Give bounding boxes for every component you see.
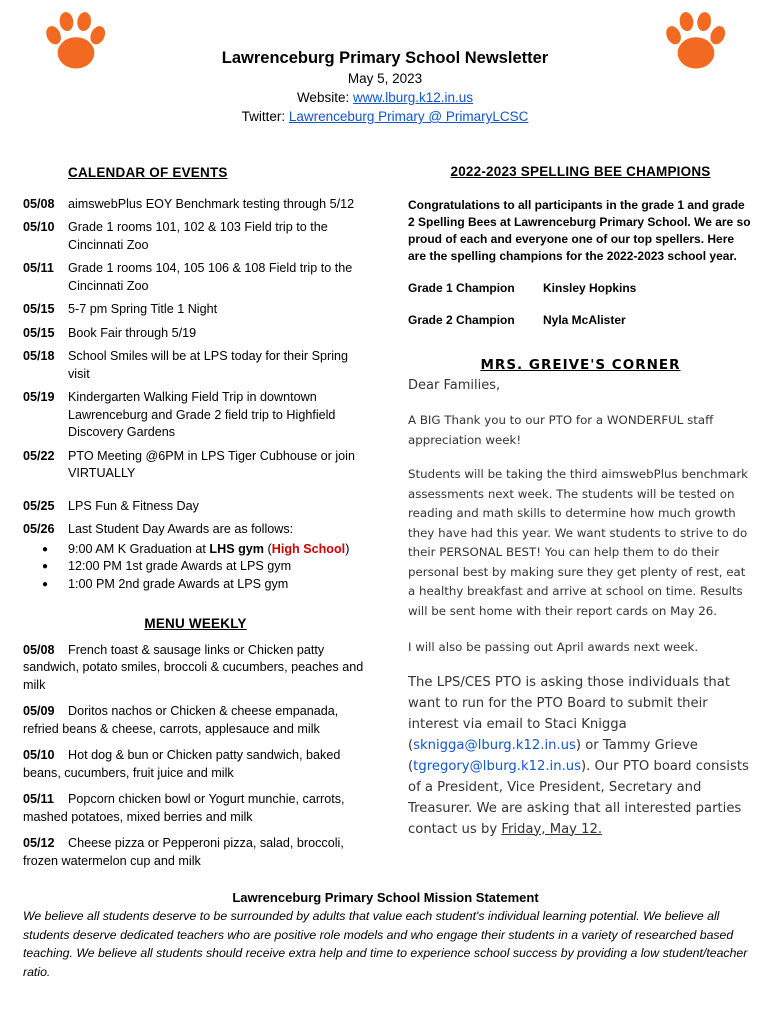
- deadline-date: Friday, May 12.: [501, 821, 603, 837]
- menu-date: 05/11: [23, 792, 54, 806]
- calendar-event: [23, 196, 368, 214]
- corner-greeting: Dear Families,: [408, 378, 501, 393]
- event-date: 05/15: [23, 325, 55, 340]
- event-text: PTO Meeting @6PM in LPS Tiger Cubhouse or join VIRTUALLY: [68, 448, 355, 480]
- mission-body: We believe all students deserve to be surrounded by adults that value each student's individual learning potential. We believe all students deserve dedicated teachers who are positive role models and who engage their students in a variety of researched based teaching. We believe all students should receive extra help and time to experience school success by providing a low student/teacher ratio.: [23, 909, 748, 979]
- calendar-event: [23, 219, 368, 254]
- champion-name: Kinsley Hopkins: [543, 281, 637, 295]
- event-text: School Smiles will be at LPS today for their Spring visit: [68, 349, 348, 381]
- event-date: 05/11: [23, 261, 54, 275]
- corner-paragraph: Students will be taking the third aimswebPlus benchmark assessments next week. The students will be tested on reading and math skills to determine how much growth they have had this year. We want students to strive to do their PERSONAL BEST! You can help them to do their personal best by making sure they get plenty of rest, eat a healthy breakfast and arrive at school on time. Results will be sent home with their report cards on May 26.: [408, 467, 749, 618]
- menu-date: 05/08: [23, 642, 55, 657]
- twitter-label: Twitter:: [241, 109, 286, 124]
- menu-date: 05/12: [23, 836, 55, 850]
- principal-corner-title: MRS. GREIVE'S CORNER: [480, 357, 681, 373]
- menu-title: MENU WEEKLY: [144, 616, 247, 631]
- calendar-event: [23, 348, 368, 383]
- menu-text: Doritos nachos or Chicken & cheese empanada, refried beans & cheese, carrots, applesauce and milk: [23, 704, 339, 736]
- newsletter-header: [0, 47, 770, 126]
- award-location: LHS gym: [209, 541, 265, 556]
- event-date: 05/10: [23, 220, 55, 234]
- award-item: [68, 541, 368, 559]
- calendar-event: [23, 260, 368, 295]
- website-line: [0, 88, 770, 107]
- menu-item: [23, 747, 368, 782]
- calendar-event: [23, 389, 368, 442]
- calendar-event: [23, 325, 368, 343]
- event-date: 05/22: [23, 448, 55, 463]
- award-text: 9:00 AM K Graduation at: [68, 541, 210, 556]
- corner-paragraph: A BIG Thank you to our PTO for a WONDERFUL staff appreciation week!: [408, 413, 714, 447]
- website-link[interactable]: www.lburg.k12.in.us: [352, 90, 474, 105]
- event-text: Grade 1 rooms 101, 102 & 103 Field trip to the Cincinnati Zoo: [68, 220, 328, 252]
- website-label: Website:: [296, 90, 350, 105]
- award-paren: ): [345, 541, 350, 556]
- twitter-line: [0, 107, 770, 126]
- event-text: [68, 521, 368, 593]
- event-text: 5-7 pm Spring Title 1 Night: [68, 302, 218, 316]
- spelling-bee-intro: Congratulations to all participants in the grade 1 and grade 2 Spelling Bees at Lawrenceburg Primary School. We are so proud of each and everyone one of our top spellers. Here are the spelling champions for the 2022-2023 school year.: [408, 198, 751, 263]
- pto-text: The LPS/CES PTO is asking those individuals that want to run for the PTO Board to submit their interest via email to Staci Knigga (: [408, 674, 731, 753]
- menu-item: [23, 642, 368, 695]
- award-item: ● 12:00 PM 1st grade Awards at LPS gym: [68, 558, 368, 576]
- award-paren: (: [264, 541, 272, 556]
- event-date: 05/19: [23, 390, 55, 404]
- menu-item: [23, 791, 368, 826]
- event-date: 05/15: [23, 302, 55, 316]
- menu-text: Popcorn chicken bowl or Yogurt munchie, carrots, mashed potatoes, mixed berries and milk: [23, 792, 345, 824]
- left-column: [23, 164, 368, 870]
- champion-grade: Grade 2 Champion: [408, 313, 515, 327]
- twitter-link[interactable]: Lawrenceburg Primary @ PrimaryLCSC: [288, 109, 529, 124]
- menu-text: Cheese pizza or Pepperoni pizza, salad, broccoli, frozen watermelon cup and milk: [23, 836, 344, 868]
- calendar-list: [23, 196, 368, 594]
- menu-date: 05/09: [23, 704, 55, 718]
- event-text: Kindergarten Walking Field Trip in downtown Lawrenceburg and Grade 2 field trip to Highfield Discovery Gardens: [68, 390, 336, 439]
- email-link-grieve[interactable]: tgregory@lburg.k12.in.us: [413, 758, 581, 774]
- principal-corner: [408, 378, 753, 840]
- event-date: 05/25: [23, 498, 55, 513]
- calendar-event: [23, 498, 368, 516]
- newsletter-date: May 5, 2023: [347, 71, 423, 86]
- calendar-event: [23, 448, 368, 483]
- menu-item: [23, 835, 368, 870]
- calendar-event: [23, 301, 368, 319]
- calendar-title: CALENDAR OF EVENTS: [68, 165, 228, 180]
- awards-list: [68, 541, 368, 594]
- newsletter-title: Lawrenceburg Primary School Newsletter: [221, 49, 549, 67]
- champion-grade: Grade 1 Champion: [408, 281, 515, 295]
- event-text: Book Fair through 5/19: [68, 325, 197, 340]
- mission-title: Lawrenceburg Primary School Mission Statement: [232, 890, 539, 905]
- award-item: ● 1:00 PM 2nd grade Awards at LPS gym: [68, 576, 368, 594]
- champion-row: [408, 281, 753, 295]
- event-text: LPS Fun & Fitness Day: [68, 498, 199, 513]
- mission-statement: [23, 890, 748, 981]
- calendar-event: [23, 521, 368, 593]
- corner-paragraph: I will also be passing out April awards next week.: [408, 640, 699, 654]
- champion-name: Nyla McAlister: [543, 313, 626, 327]
- menu-text: French toast & sausage links or Chicken patty sandwich, potato smiles, broccoli & cucumbers, peaches and milk: [23, 642, 364, 692]
- champion-row: [408, 313, 753, 327]
- menu-date: 05/10: [23, 748, 55, 762]
- menu-text: Hot dog & bun or Chicken patty sandwich, baked beans, cucumbers, fruit juice and milk: [23, 748, 341, 780]
- event-date: 05/18: [23, 349, 55, 363]
- high-school-highlight: High School: [271, 541, 346, 556]
- pto-paragraph: [408, 672, 753, 840]
- event-text: aimswebPlus EOY Benchmark testing through 5/12: [68, 196, 355, 211]
- event-date: 05/26: [23, 522, 55, 536]
- event-date: 05/08: [23, 196, 55, 211]
- event-text: Grade 1 rooms 104, 105 106 & 108 Field trip to the Cincinnati Zoo: [68, 261, 353, 293]
- pto-text: ) or Tammy Grieve (: [408, 737, 698, 774]
- email-link-knigga[interactable]: sknigga@lburg.k12.in.us: [413, 737, 576, 753]
- menu-item: [23, 703, 368, 738]
- right-column: [408, 164, 753, 840]
- awards-intro: Last Student Day Awards are as follows:: [68, 522, 294, 536]
- menu-list: [23, 642, 368, 871]
- spelling-bee-title: 2022-2023 SPELLING BEE CHAMPIONS: [450, 164, 711, 179]
- pto-text: ). Our PTO board consists of a President, Vice President, Secretary and Treasurer. We are asking that all interested parties contact us by: [408, 758, 749, 837]
